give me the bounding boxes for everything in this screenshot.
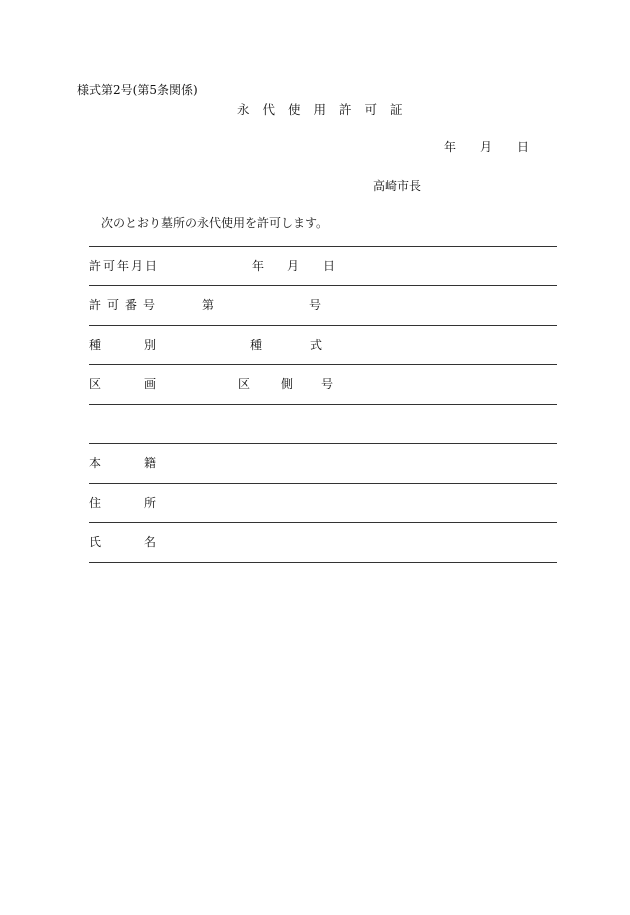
category-kind-first: 種 (250, 338, 263, 352)
table-rule (89, 325, 557, 326)
issue-date (444, 141, 529, 153)
table-rule (89, 364, 557, 365)
permit-date-month-label: 月 (287, 259, 300, 273)
address-label-second: 所 (144, 496, 157, 510)
issue-date-year-label: 年 (444, 140, 457, 154)
issue-date-day-label: 日 (517, 140, 530, 154)
section-side-label: 側 (281, 377, 294, 391)
table-rule-bottom (89, 562, 557, 563)
issue-date-month-label: 月 (480, 140, 493, 154)
table-rule-top (89, 246, 557, 247)
form-number: 様式第2号(第5条関係) (77, 83, 198, 97)
category-label-second: 別 (144, 338, 157, 352)
section-ku-label: 区 (238, 377, 251, 391)
section-label-first: 区 (89, 377, 102, 391)
permit-number-prefix: 第 (202, 298, 215, 312)
permit-statement: 次のとおり墓所の永代使用を許可します。 (101, 216, 329, 230)
table-rule (89, 443, 557, 444)
permit-date-label: 許可年月日 (89, 259, 160, 273)
table-rule (89, 404, 557, 405)
section-label-second: 画 (144, 377, 157, 391)
name-label-first: 氏 (89, 535, 102, 549)
issuer-name: 高崎市長 (373, 179, 422, 193)
table-rule (89, 483, 557, 484)
permit-number-suffix: 号 (309, 298, 322, 312)
category-label-first: 種 (89, 338, 102, 352)
name-label-second: 名 (144, 535, 157, 549)
permit-number-label: 許可番号 (89, 298, 162, 312)
table-rule (89, 285, 557, 286)
category-kind-second: 式 (310, 338, 323, 352)
address-label-first: 住 (89, 496, 102, 510)
permit-date-year-label: 年 (252, 259, 265, 273)
permit-date-day-label: 日 (323, 259, 336, 273)
document-title: 永代使用許可証 (237, 102, 416, 117)
section-number-label: 号 (321, 377, 334, 391)
domicile-label-first: 本 (89, 456, 102, 470)
table-rule (89, 522, 557, 523)
domicile-label-second: 籍 (144, 456, 157, 470)
